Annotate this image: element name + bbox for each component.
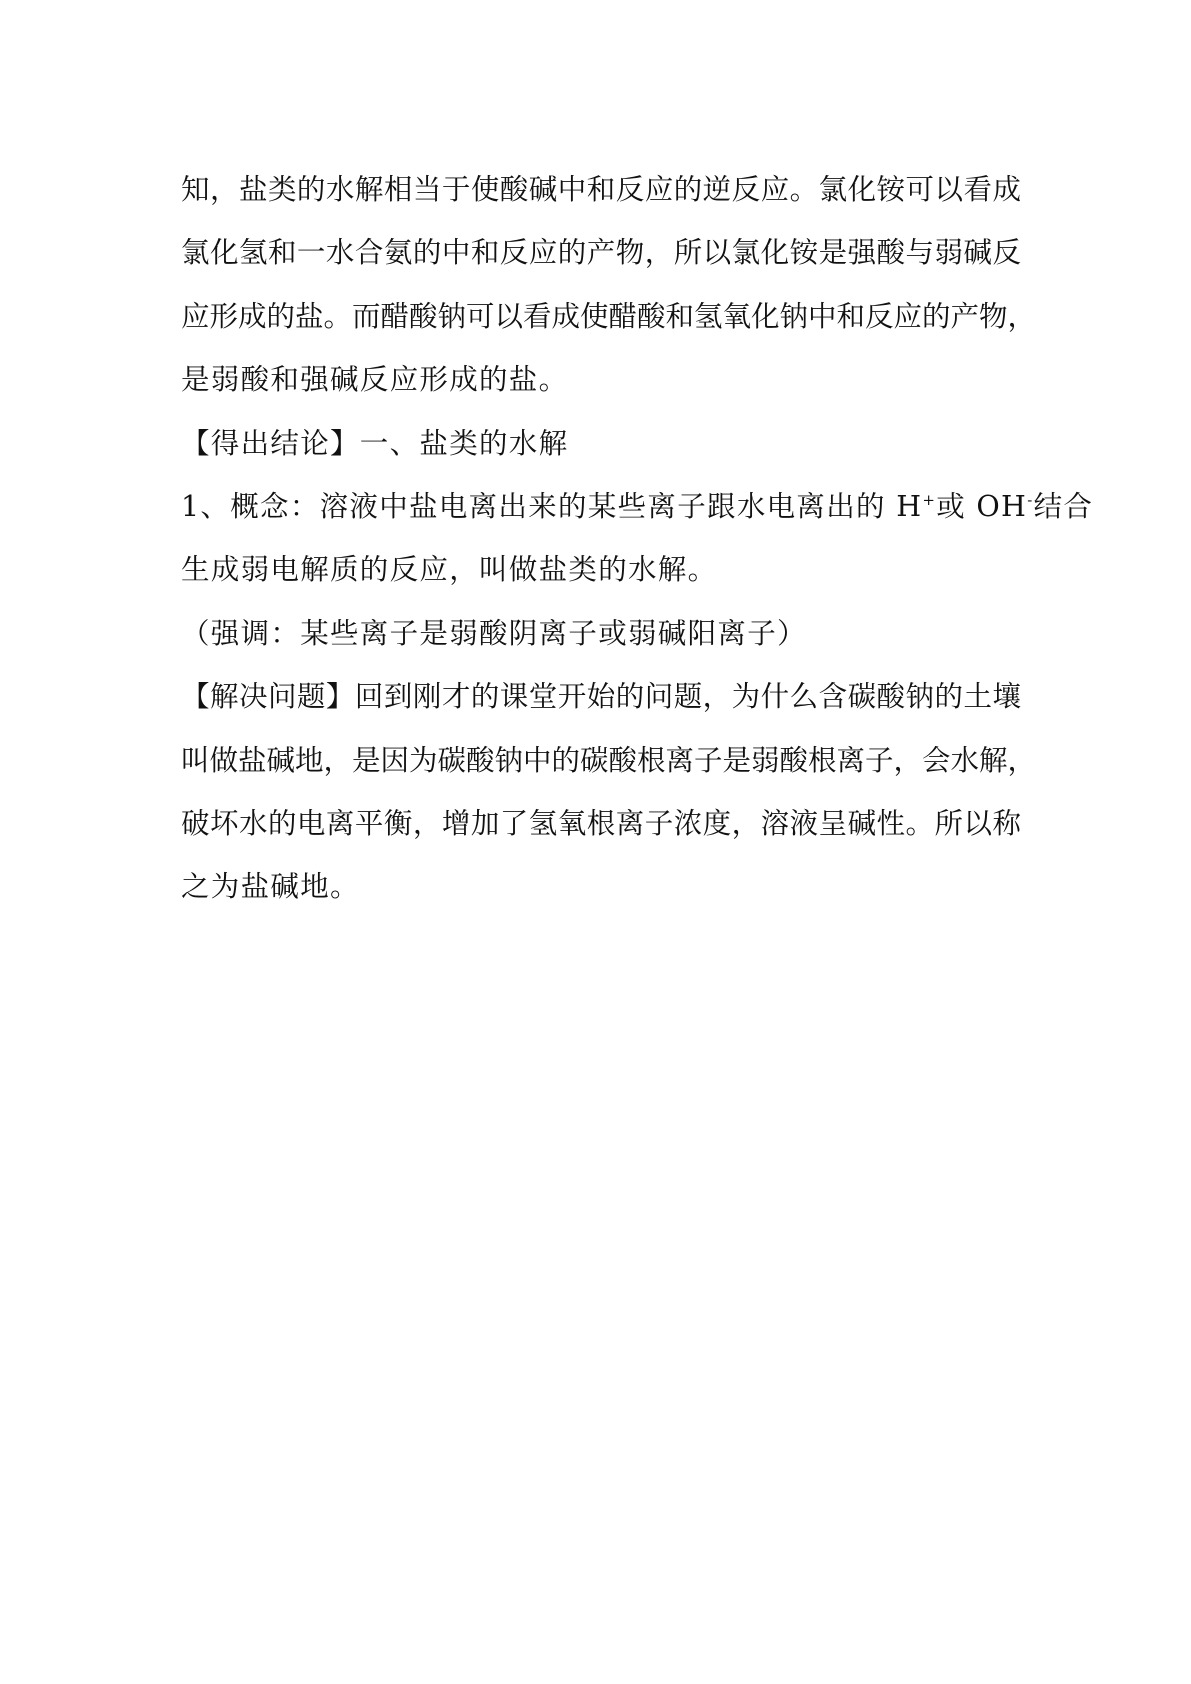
- paragraph-line: 叫做盐碱地，是因为碳酸钠中的碳酸根离子是弱酸根离子，会水解，: [181, 743, 1037, 777]
- paragraph-line: 破坏水的电离平衡，增加了氢氧根离子浓度，溶液呈碱性。所以称: [181, 806, 1021, 840]
- definition-text: 结合: [1033, 489, 1094, 523]
- h-ion-charge: +: [922, 490, 937, 509]
- definition-text: 1、概念：溶液中盐电离出来的某些离子跟水电离出的 H: [181, 489, 923, 523]
- emphasis-note: （强调：某些离子是弱酸阴离子或弱碱阳离子）: [181, 616, 807, 650]
- oh-ion-charge: -: [1027, 490, 1034, 509]
- paragraph-line: 是弱酸和强碱反应形成的盐。: [181, 363, 569, 397]
- concept-definition-line: [181, 485, 1094, 548]
- section-heading-conclusion: 【得出结论】一、盐类的水解: [181, 426, 569, 460]
- paragraph-line: 之为盐碱地。: [181, 870, 360, 904]
- body-text: [181, 168, 1094, 929]
- paragraph-line: 知，盐类的水解相当于使酸碱中和反应的逆反应。氯化铵可以看成: [181, 173, 1021, 206]
- definition-text: 或 OH: [936, 489, 1028, 523]
- paragraph-line: 生成弱电解质的反应，叫做盐类的水解。: [181, 553, 718, 587]
- section-heading-problem: 【解决问题】回到刚才的课堂开始的问题，为什么含碳酸钠的土壤: [181, 680, 1021, 714]
- paragraph-line: 应形成的盐。而醋酸钠可以看成使醋酸和氢氧化钠中和反应的产物，: [181, 299, 1037, 333]
- paragraph-line: 氯化氢和一水合氨的中和反应的产物，所以氯化铵是强酸与弱碱反: [181, 236, 1021, 270]
